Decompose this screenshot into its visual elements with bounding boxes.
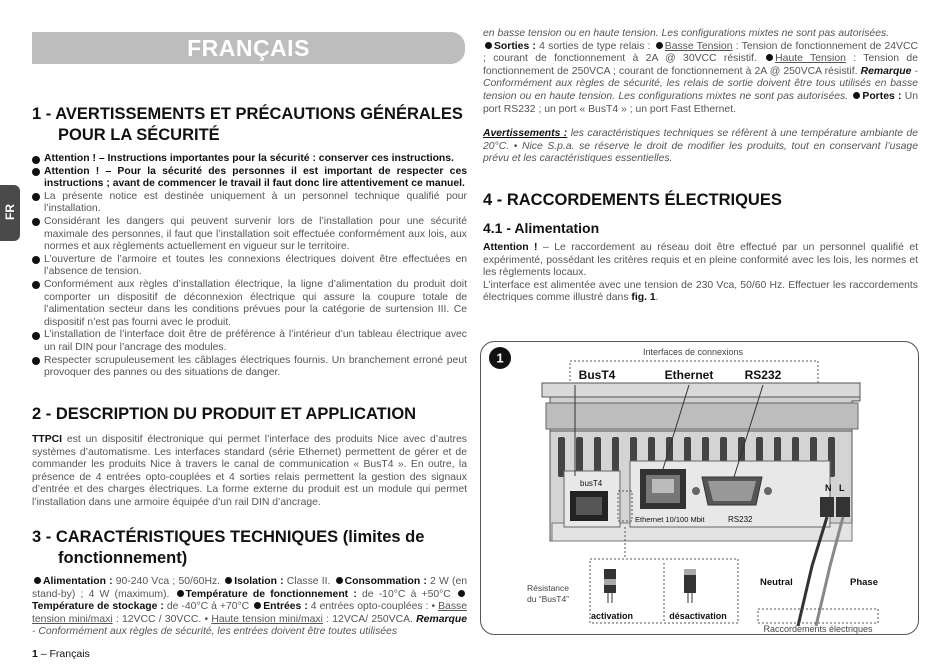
port-ethernet-text: Ethernet 10/100 Mbit [635, 515, 705, 524]
language-side-tab [0, 185, 20, 241]
out-high-voltage-value: : Tension de fonctionnement de 250VCA ; courant de fonctionnement à 2A @ 250VCA résistif. [483, 53, 918, 77]
terminal-l [836, 497, 850, 517]
section-4-1-title: 4.1 - Alimentation [483, 220, 600, 236]
section-3 [32, 527, 467, 639]
safety-item-6: Conformément aux règles d’installation électrique, la ligne d’alimentation du produit doit comporter un dispositif de déconnexion électrique qui assure la coupure totale de l’alimentation secteur dans les conditions prévues pour la catégorie de surtension III. Ce dispositif n’est pas fourni avec le produit. [32, 279, 467, 329]
section-4 [483, 190, 918, 305]
section-2-body [32, 434, 467, 510]
outputs-value: 4 sorties de type relais : [535, 40, 651, 52]
low-voltage-value: : 12VCC / 30VCC. [112, 613, 202, 625]
bust4-port-inner [576, 497, 602, 515]
resistance-label-line1: Résistance [526, 583, 570, 593]
side-tab-label: FR [3, 204, 17, 220]
ports-label: Portes : [862, 90, 902, 102]
wiring-figure [480, 341, 920, 636]
device-top-rail [542, 383, 860, 397]
rs232-screw-right [764, 487, 772, 495]
rs232-label: RS232 [744, 368, 782, 382]
out-low-voltage-label: Basse Tension [664, 40, 733, 52]
low-voltage-label: Basse tension mini/maxi [32, 601, 467, 625]
port-rs232-text: RS232 [728, 515, 753, 524]
section-2-text: est un dispositif électronique qui permet l’interface des produits Nice avec d’autres systèmes d’automatisme. Les interfaces standard (série Ethernet) permettent de gérer et de commander les produits Nice à travers le canal de communication « BusT4 ». En outre, la présence de 4 entrées opto-couplées et 4 sorties relais permettent la gestion des signaux d’entrée et des charges électriques. La forme externe du produit est un module qui permet l’installation dans une armoire équipée d’un rail DIN d’ancrage. [32, 434, 467, 508]
power-text-end: . [655, 292, 659, 304]
safety-item-1: Attention ! – Instructions importantes pour la sécurité : conserver ces instructions. [32, 153, 467, 166]
bullet-dot [485, 42, 492, 49]
inputs-value: 4 entrées opto-couplées : [307, 601, 429, 613]
footer-label: – Français [40, 648, 90, 660]
ethernet-label: Ethernet [664, 368, 714, 382]
alim-label: Alimentation : [43, 576, 113, 587]
specs-continued [483, 28, 918, 166]
section-4-body-2 [483, 280, 918, 305]
alim-value: 90-240 Vca ; 50/60Hz. [112, 576, 221, 587]
warnings-value: les caractéristiques techniques se réfèrent à une température ambiante de 20°C. • Nice S.p.a. se réserve le droit de modifier les produits, tout en conservant l’usage prévu et les caractéristiques essentielles. [483, 128, 918, 165]
rs232-screw-left [692, 487, 700, 495]
jumper-deactivation [684, 569, 696, 603]
bullet-dot [458, 590, 465, 597]
high-voltage-label: Haute tension mini/maxi [211, 613, 323, 625]
section-1-title [32, 104, 467, 146]
ports-value: Un port RS232 ; un port « BusT4 » ; un port Fast Ethernet. [483, 90, 919, 115]
bullet-dot [766, 54, 773, 61]
section-1-title-line1: 1 - AVERTISSEMENTS ET PRÉCAUTIONS GÉNÉRALES [32, 105, 463, 123]
section-4-body [483, 242, 918, 280]
phase-label: Phase [850, 577, 878, 588]
remark-label: Remarque [416, 613, 467, 625]
section-3-title-line2: fonctionnement) [58, 549, 188, 567]
safety-list [32, 153, 467, 380]
bullet-dot [853, 92, 860, 99]
safety-item-8: Respecter scrupuleusement les câblages électriques fournis. Un branchement erroné peut provoquer des pannes ou des situations de danger. [32, 355, 467, 380]
inputs-remark-continued: en basse tension ou en haute tension. Les configurations mixtes ne sont pas autorisées. [483, 28, 890, 39]
activation-label: activation [590, 611, 634, 621]
interfaces-label: Interfaces de connexions [642, 347, 744, 357]
inputs-label: Entrées : [263, 601, 308, 613]
terminal-n-label: N [825, 483, 832, 493]
warnings [483, 128, 918, 166]
port-bust4-text: busT4 [580, 479, 603, 488]
attention-value: – Le raccordement au réseau doit être effectué par un personnel qualifié et expérimenté, possédant les critères requis et en pleine conformité avec les lois, les normes et les règlements locaux. [483, 242, 918, 279]
figure-reference: fig. 1 [631, 292, 656, 304]
raccord-label: Raccordements électriques [763, 624, 873, 634]
deactivation-label: désactivation [669, 611, 727, 621]
safety-item-4: Considérant les dangers qui peuvent survenir lors de l’installation pour une sécurité maximale des personnes, il faut que l’installation soit effectuée conformément aux lois, aux normes et aux règlements actuellement en vigueur sur le territoire. [32, 216, 467, 254]
safety-item-2: Attention ! – Pour la sécurité des personnes il est important de respecter ces instructions ; avant de commencer le travail il faut donc lire attentivement ce manuel. [32, 166, 467, 191]
bullet-dot [177, 590, 184, 597]
bullet-dot [225, 577, 232, 584]
section-4-title: 4 - RACCORDEMENTS ÉLECTRIQUES [483, 191, 782, 209]
high-voltage-value: : 12VCA/ 250VCA. [322, 613, 413, 625]
outputs-label: Sorties : [494, 40, 536, 52]
device-upper-panel [546, 403, 858, 429]
section-1-title-line2: POUR LA SÉCURITÉ [58, 126, 220, 144]
neutral-label: Neutral [760, 577, 793, 588]
banner-title: FRANÇAIS [187, 35, 310, 61]
remark-value: - Conformément aux règles de sécurité, les entrées doivent être toutes utilisées [32, 626, 398, 638]
section-3-title [32, 527, 467, 569]
jumper-activation [604, 569, 616, 603]
conso-label: Consommation : [344, 576, 427, 587]
attention-label: Attention ! [483, 242, 538, 253]
section-3-body: Alimentation : 90-240 Vca ; 50/60Hz. Isolation : Classe II. Consommation : 2 W (en stand-by) ; 4 W (maximum). Température de fonctionnement : de -10°C à +50°C Température de stockage : de -40°C à +70°C Entrées : 4 entrées opto-couplées : • Basse tension mini/maxi : 12VCC / 30VCC. • Haute tension mini/maxi : 12VCA/ 250VCA. Remarque - Conformément aux règles de sécurité, les entrées doivent être toutes utilisées [32, 576, 468, 638]
section-1 [32, 104, 467, 380]
iso-value: Classe II. [283, 576, 331, 587]
outputs-ports-specs [483, 41, 918, 117]
ethernet-contacts [652, 479, 674, 493]
bullet-dot [254, 602, 261, 609]
product-name: TTPCI [32, 434, 63, 445]
figure-number: 1 [496, 350, 504, 366]
iso-label: Isolation : [234, 576, 284, 587]
section-2 [32, 404, 467, 510]
resistance-label-line2: du “BusT4” [526, 594, 570, 604]
safety-item-7: L’installation de l’interface doit être de préférence à l’intérieur d’un tableau électrique avec un rail DIN pour l’ancrage des modules. [32, 329, 467, 354]
out-remark-label: Remarque [860, 65, 912, 77]
power-text: L’interface est alimentée avec une tension de 230 Vca, 50/60 Hz. Effectuer les raccordements électriques comme illustré dans [483, 279, 918, 304]
page-number: 1 [32, 648, 38, 660]
temp-operating-value: de -10°C à +50°C [356, 588, 451, 600]
safety-item-5: L’ouverture de l’armoire et toutes les connexions électriques doivent être effectuées en l’absence de tension. [32, 254, 467, 279]
bullet-dot [656, 42, 663, 49]
warnings-label: Avertissements : [483, 128, 568, 140]
bullet-dot [336, 577, 343, 584]
bust4-label: BusT4 [578, 368, 616, 382]
page-footer [32, 648, 90, 660]
section-3-title-line1: 3 - CARACTÉRISTIQUES TECHNIQUES (limites de [32, 528, 425, 546]
section-2-title: 2 - DESCRIPTION DU PRODUIT ET APPLICATION [32, 405, 417, 423]
out-remark-value: - Conformément aux règles de sécurité, les relais de sortie doivent être tous utilisés en basse tension ou en haute tension. Les configurations mixtes ne sont pas autorisées. [483, 65, 918, 102]
conso-value: 2 W (en stand-by) ; 4 W (maximum). [32, 576, 468, 600]
safety-item-3: La présente notice est destinée uniquement à un personnel technique qualifié pour l’installation. [32, 191, 467, 216]
terminal-n [820, 497, 834, 517]
out-low-voltage-value: : Tension de fonctionnement de 24VCC ; courant de fonctionnement à 2A @ 30VCC résistif. [483, 40, 918, 65]
terminal-l-label: L [839, 483, 845, 493]
temp-operating-label: Température de fonctionnement : [185, 588, 357, 600]
language-banner [32, 32, 465, 64]
temp-storage-value: de -40°C à +70°C [163, 601, 250, 613]
temp-storage-label: Température de stockage : [32, 601, 164, 613]
bullet-dot [34, 577, 41, 584]
out-high-voltage-label: Haute Tension [775, 53, 846, 65]
rs232-port-inner [708, 481, 756, 501]
